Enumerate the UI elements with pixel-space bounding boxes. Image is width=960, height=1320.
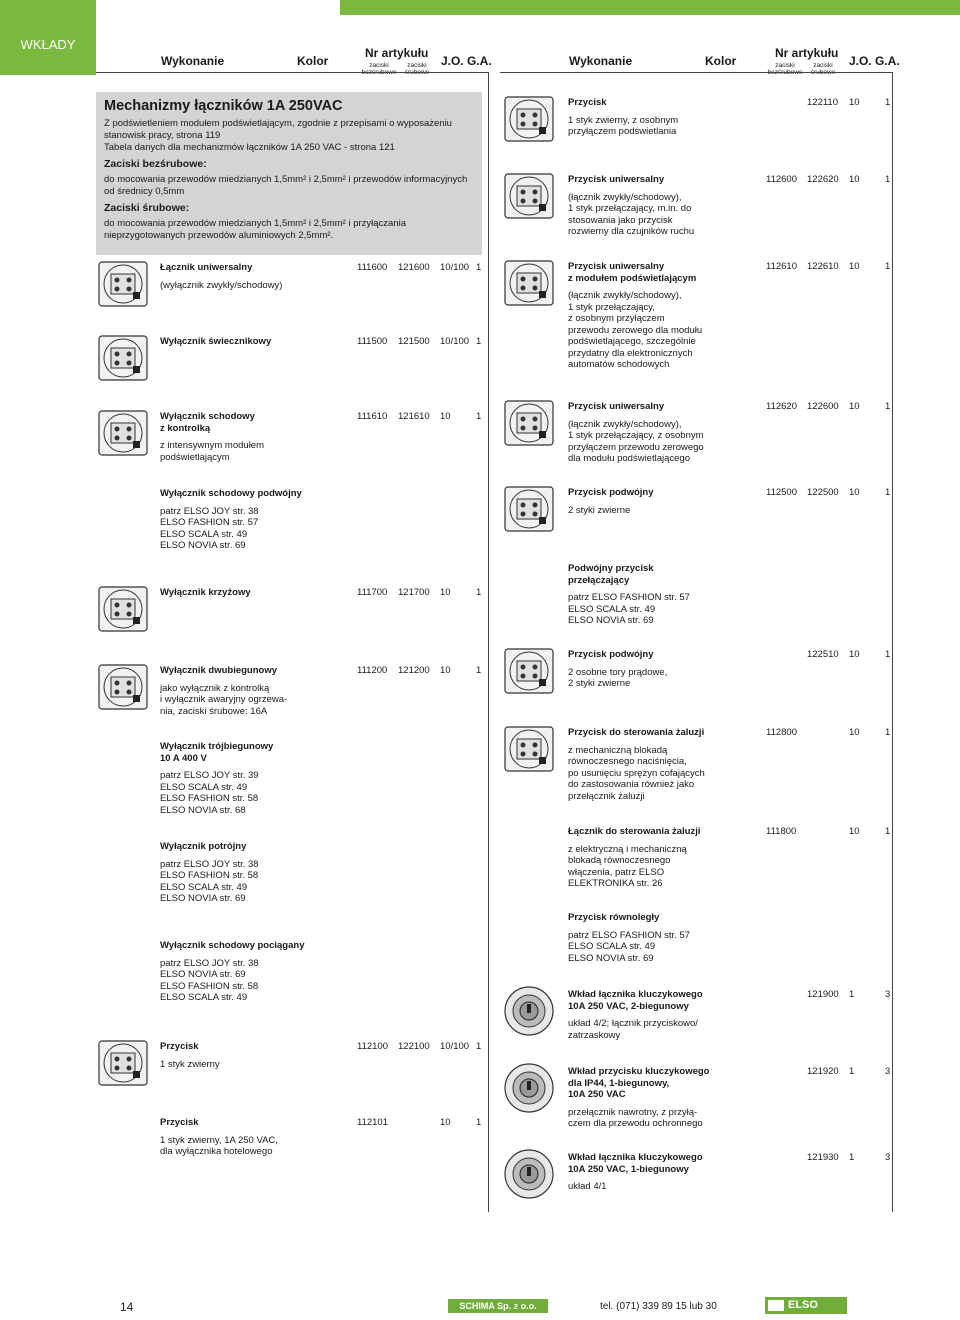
product-description: patrz ELSO FASHION str. 57 ELSO SCALA str. 49 ELSO NOVIA str. 69 [568,929,690,964]
switch-mechanism-icon [97,407,149,459]
unit-jo: 10/100 [440,336,470,347]
article-number-bezsrubowe: 112101 [357,1117,388,1128]
unit-ga: 1 [476,336,482,347]
product-description: patrz ELSO JOY str. 38 ELSO FASHION str. 58 ELSO SCALA str. 49 ELSO NOVIA str. 69 [160,858,259,904]
info-heading-bezsrubowe: Zaciski bezśrubowe: [104,158,207,170]
product-item [568,826,758,890]
product-item [160,488,350,552]
unit-jo: 10 [849,261,860,272]
key-switch-insert-icon [503,985,555,1037]
article-number-bezsrubowe: 112610 [766,261,797,272]
product-description: z intensywnym modułem podświetlającym [160,440,265,463]
product-description: 2 osobne tory prądowe, 2 styki zwierne [568,666,668,689]
article-number-bezsrubowe: 111200 [357,665,388,676]
product-description: 1 styk zwierny, z osobnym przyłączem podświetlania [568,114,679,137]
article-number-srubowe: 122510 [807,649,839,660]
product-description: (wyłącznik zwykły/schodowy) [160,279,283,291]
unit-ga: 1 [476,587,482,598]
header-kolor: Kolor [705,54,737,68]
product-description: patrz ELSO JOY str. 38 ELSO NOVIA str. 69 ELSO FASHION str. 58 ELSO SCALA str. 49 [160,957,259,1003]
product-description: 1 styk zwierny, 1A 250 VAC, dla wyłącznika hotelowego [160,1134,278,1157]
info-paragraph-1: Z podświetleniem modułem podświetlającym, zgodnie z przepisami o wyposażeniu stanowisk pracy, strona 119 [104,118,452,141]
header-sub-bezsrubowe: zaciski [369,62,389,69]
header-jo: J.O. [849,54,872,68]
switch-mechanism-icon [503,170,555,222]
article-number-srubowe: 122100 [398,1041,430,1052]
product-item [160,262,350,291]
product-name: Przycisk [160,1117,199,1128]
elso-logo [765,1297,847,1314]
unit-ga: 1 [476,665,482,676]
product-item [568,912,758,964]
unit-jo: 10 [849,97,860,108]
product-item [568,649,758,690]
unit-jo: 10 [440,665,451,676]
product-name: Wyłącznik potrójny [160,841,247,852]
product-description: patrz ELSO JOY str. 38 ELSO FASHION str. 57 ELSO SCALA str. 49 ELSO NOVIA str. 69 [160,505,259,551]
header-nr-artykulu: Nr artykułu [775,46,839,60]
header-nr-artykulu: Nr artykułu [365,46,429,60]
product-name: Wyłącznik świecznikowy [160,336,272,347]
product-item [160,940,350,1004]
header-wykonanie: Wykonanie [161,54,225,68]
product-description: jako wyłącznik z kontrolką i wyłącznik awaryjny ogrzewa- nia, zaciski śrubowe: 16A [160,682,288,717]
switch-mechanism-icon [503,645,555,697]
product-item [568,401,758,465]
unit-jo: 10 [440,587,451,598]
article-number-bezsrubowe: 112100 [357,1041,388,1052]
product-name: Wyłącznik dwubiegunowy [160,665,278,676]
product-name: Przycisk do sterowania żaluzji [568,727,705,738]
product-item [568,174,758,238]
product-name: Łącznik uniwersalny [160,262,253,273]
product-name: Wyłącznik krzyżowy [160,587,251,598]
info-paragraph-4: do mocowania przewodów miedzianych 1,5mm² i 2,5mm² i przyłączania nieprzygotowanych przewodów aluminiowych 2,5mm². [104,218,407,241]
product-name: Wyłącznik schodowy z kontrolką [160,411,255,434]
unit-ga: 1 [885,826,891,837]
product-name: Łącznik do sterowania żaluzji [568,826,701,837]
header-ga: G.A. [875,54,900,68]
product-item [568,1066,758,1130]
article-number-bezsrubowe: 111700 [357,587,388,598]
switch-mechanism-icon [97,258,149,310]
article-number-bezsrubowe: 112620 [766,401,797,412]
header-sub-srubowe: zaciski [407,62,427,69]
article-number-bezsrubowe: 111500 [357,336,388,347]
product-name: Przycisk [568,97,607,108]
header-kolor: Kolor [297,54,329,68]
unit-ga: 3 [885,1066,891,1077]
product-name: Wyłącznik trójbiegunowy 10 A 400 V [160,741,274,764]
product-item [160,741,350,816]
right-column-header [565,46,900,72]
product-item [160,665,350,717]
article-number-srubowe: 121900 [807,989,839,1000]
product-name: Przycisk [160,1041,199,1052]
unit-ga: 1 [885,97,891,108]
product-name: Przycisk uniwersalny [568,401,665,412]
unit-jo: 10 [849,487,860,498]
switch-mechanism-icon [503,93,555,145]
unit-jo: 10 [440,1117,451,1128]
product-item [160,411,350,463]
unit-ga: 1 [476,411,482,422]
product-item [568,1152,758,1193]
unit-jo: 10 [440,411,451,422]
product-name: Wkład łącznika kluczykowego 10A 250 VAC, 1-biegunowy [568,1152,703,1175]
article-number-srubowe: 121930 [807,1152,839,1163]
switch-mechanism-icon [503,483,555,535]
unit-jo: 10/100 [440,1041,470,1052]
article-number-srubowe: 122610 [807,261,839,272]
product-description: (łącznik zwykły/schodowy), 1 styk przełączający, z osobnym przyłączem przewodu zerowego dla modułu podświetlającego, szczególnie przydatny dla elektronicznych automatów schodowych [568,290,703,370]
article-number-bezsrubowe: 111800 [766,826,797,837]
product-item [568,487,758,516]
product-item [160,1041,350,1070]
unit-ga: 3 [885,1152,891,1163]
product-name: Przycisk uniwersalny z modułem podświetlającym [568,261,697,284]
switch-mechanism-icon [503,723,555,775]
key-switch-insert-icon [503,1062,555,1114]
unit-ga: 1 [885,727,891,738]
footer-phone: tel. (071) 339 89 15 lub 30 [600,1301,717,1312]
unit-jo: 10 [849,826,860,837]
unit-jo: 1 [849,1152,855,1163]
switch-mechanism-icon [97,661,149,713]
article-number-srubowe: 122620 [807,174,839,185]
unit-ga: 1 [885,261,891,272]
article-number-bezsrubowe: 111610 [357,411,388,422]
article-number-srubowe: 122500 [807,487,839,498]
unit-jo: 10 [849,401,860,412]
header-wykonanie: Wykonanie [569,54,633,68]
product-description: układ 4/2; łącznik przyciskowo/ zatrzaskowy [568,1018,698,1041]
top-accent-bar-right [340,0,960,15]
switch-mechanism-icon [97,1037,149,1089]
unit-jo: 10 [849,727,860,738]
product-name: Przycisk podwójny [568,487,654,498]
product-description: układ 4/1 [568,1181,607,1192]
product-item [160,336,350,348]
article-number-srubowe: 121920 [807,1066,839,1077]
column-divider-left [488,72,489,1212]
product-description: patrz ELSO JOY str. 39 ELSO SCALA str. 49 ELSO FASHION str. 58 ELSO NOVIA str. 68 [160,770,259,816]
product-description: (łącznik zwykły/schodowy), 1 styk przełączający, m.in. do stosowania jako przycisk rozwierny dla czujników ruchu [568,191,695,237]
product-description: przełącznik nawrotny, z przyłą- czem dla przewodu ochronnego [568,1106,703,1129]
product-name: Wkład łącznika kluczykowego 10A 250 VAC, 2-biegunowy [568,989,703,1012]
unit-jo: 10 [849,649,860,660]
header-ga: G.A. [467,54,492,68]
elso-logo-text: ELSO [788,1299,818,1311]
product-description: 1 styk zwierny [160,1058,220,1070]
unit-ga: 1 [476,1041,482,1052]
left-column-header [155,46,492,72]
product-name: Przycisk podwójny [568,649,654,660]
product-item [568,989,758,1041]
product-name: Podwójny przycisk przełączający [568,563,654,586]
unit-ga: 1 [885,649,891,660]
product-item [160,841,350,905]
info-title: Mechanizmy łączników 1A 250VAC [104,98,343,114]
product-item [160,1117,350,1158]
article-number-srubowe: 121500 [398,336,430,347]
product-name: Przycisk uniwersalny [568,174,665,185]
header-sub-bezsrubowe: zaciski [775,62,795,69]
header-jo: J.O. [441,54,464,68]
article-number-bezsrubowe: 112500 [766,487,797,498]
switch-mechanism-icon [97,332,149,384]
product-description: (łącznik zwykły/schodowy), 1 styk przełączający, z osobnym przyłączem przewodu zerowego dla modułu podświetlającego [568,418,704,464]
product-description: 2 styki zwierne [568,504,631,516]
section-tab: WKŁADY [0,15,96,75]
switch-mechanism-icon [503,257,555,309]
product-description: patrz ELSO FASHION str. 57 ELSO SCALA str. 49 ELSO NOVIA str. 69 [568,592,690,626]
elso-mark-icon [768,1300,784,1311]
unit-ga: 1 [476,262,482,273]
product-name: Wkład przycisku kluczykowego dla IP44, 1-biegunowy, 10A 250 VAC [568,1066,710,1100]
unit-jo: 10 [849,174,860,185]
product-item [568,727,758,802]
unit-ga: 1 [885,174,891,185]
product-item [568,563,758,627]
key-switch-insert-icon [503,1148,555,1200]
unit-ga: 3 [885,989,891,1000]
article-number-bezsrubowe: 112600 [766,174,797,185]
unit-jo: 10/100 [440,262,470,273]
article-number-bezsrubowe: 112800 [766,727,797,738]
unit-ga: 1 [476,1117,482,1128]
article-number-bezsrubowe: 111600 [357,262,388,273]
switch-mechanism-icon [503,397,555,449]
article-number-srubowe: 122600 [807,401,839,412]
header-rule-left [96,72,488,73]
switch-mechanism-icon [97,583,149,635]
product-item [160,587,350,599]
unit-jo: 1 [849,1066,855,1077]
article-number-srubowe: 121200 [398,665,430,676]
column-divider-right [892,72,893,1212]
product-item [568,97,758,138]
unit-ga: 1 [885,487,891,498]
info-paragraph-3: do mocowania przewodów miedzianych 1,5mm² i 2,5mm² i przewodów informacyjnych od średnicy 0,5mm [104,174,468,197]
product-item [568,261,758,371]
product-name: Wyłącznik schodowy podwójny [160,488,302,499]
product-description: z elektryczną i mechaniczną blokadą równoczesnego włączenia, patrz ELSO ELEKTRONIKA str. 26 [568,843,687,889]
info-box [96,92,482,255]
product-name: Przycisk równoległy [568,912,660,923]
unit-ga: 1 [885,401,891,412]
page-number: 14 [120,1300,134,1314]
header-sub-srubowe: zaciski [813,62,833,69]
article-number-srubowe: 122110 [807,97,838,108]
info-heading-srubowe: Zaciski śrubowe: [104,202,190,214]
article-number-srubowe: 121700 [398,587,430,598]
article-number-srubowe: 121600 [398,262,430,273]
top-accent-bar-left [0,0,96,15]
article-number-srubowe: 121610 [398,411,430,422]
product-name: Wyłącznik schodowy pociągany [160,940,305,951]
product-description: z mechaniczną blokadą równoczesnego naciśnięcia, po usunięciu sprężyn cofających do zastosowania również jako przełącznik żaluzji [568,744,705,802]
schima-logo: SCHIMA Sp. z o.o. [448,1299,548,1313]
info-paragraph-2: Tabela danych dla mechanizmów łączników 1A 250 VAC - strona 121 [104,142,395,153]
unit-jo: 1 [849,989,855,1000]
header-rule-right [500,72,892,73]
